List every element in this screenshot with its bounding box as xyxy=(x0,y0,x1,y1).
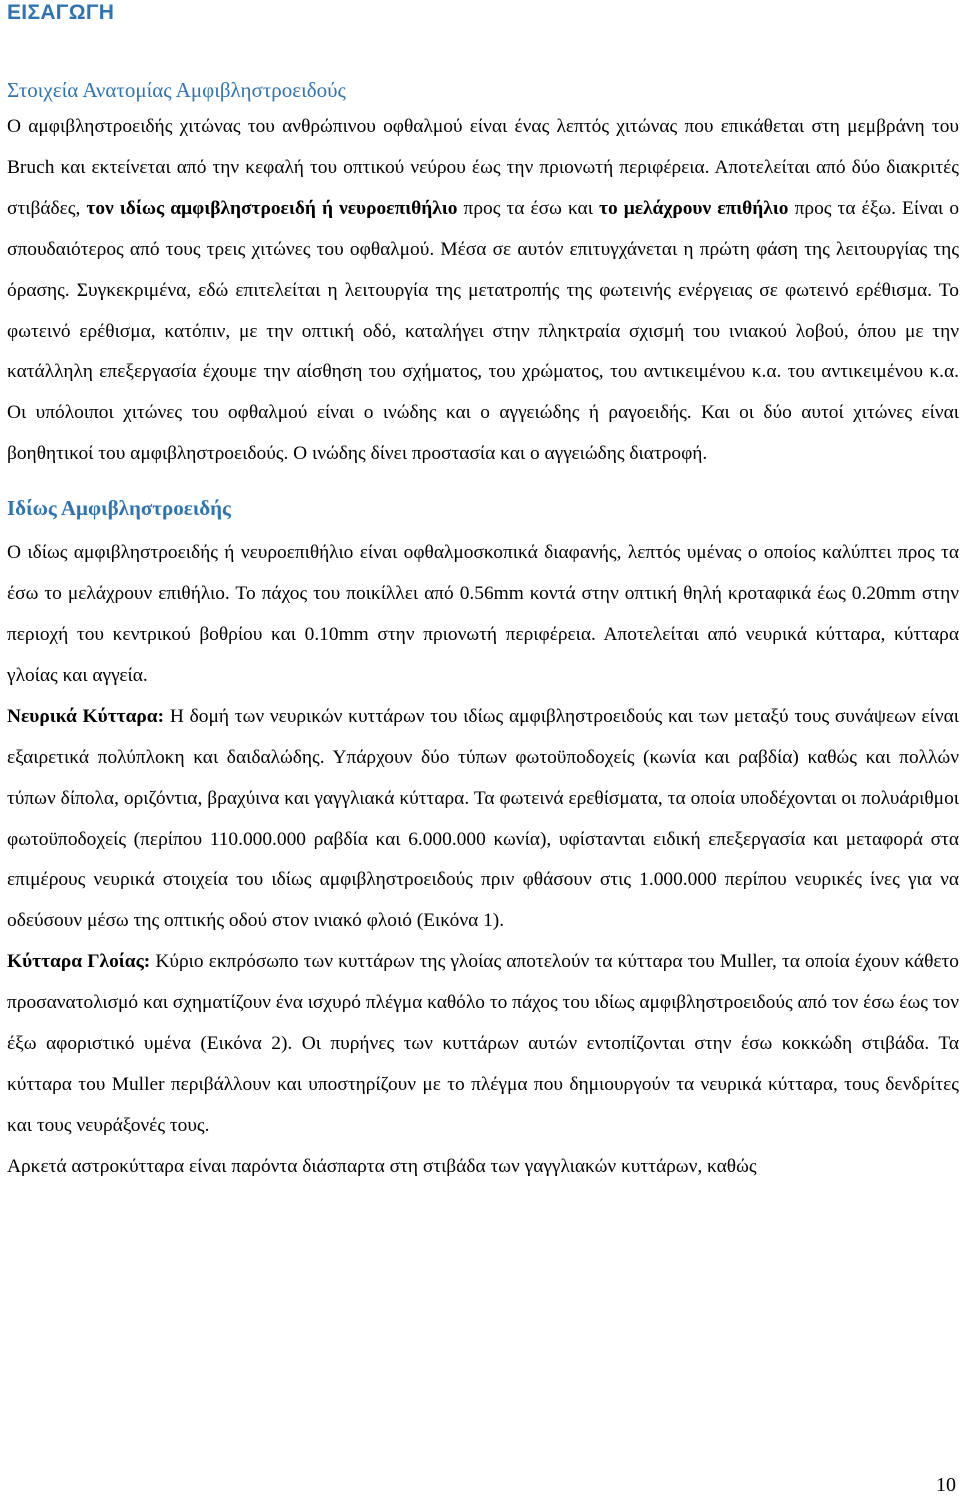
bold-term-pigment-epithelium: το μελάχρουν επιθήλιο xyxy=(599,197,789,219)
section-heading-neural-retina: Ιδίως Αμφιβληστροειδής xyxy=(7,496,231,521)
paragraph-text: Η δομή των νευρικών κυττάρων του ιδίως αμφιβληστροειδούς και των μεταξύ τους συνάψεων είναι εξαιρετικά πολύπλοκη και δαιδαλώδης. Υπάρχουν δύο τύπων φωτοϋποδοχείς (κωνία και ραβδία) καθώς και πολλών τύπων δίπολα, οριζόντια, βραχύινα και γαγγλιακά κύτταρα. Τα φωτεινά ερεθίσματα, τα οποία υποδέχονται οι πολυάριθμοι φωτοϋποδοχείς (περίπου 110.000.000 ραβδία και 6.000.000 κωνία), υφίστανται ειδική επεξεργασία και μεταφορά στα επιμέρους νευρικά στοιχεία του ιδίως αμφιβληστροειδούς πριν φθάσουν στις 1.000.000 περίπου νευρικές ίνες για να οδεύσουν μέσω της οπτικής οδού στον ινιακό φλοιό (Εικόνα 1). xyxy=(7,705,960,932)
paragraph-neural-cells xyxy=(7,697,959,942)
document-title: ΕΙΣΑΓΩΓΗ xyxy=(7,1,115,24)
paragraph-text: προς τα έσω και xyxy=(457,197,600,219)
section-heading-retina-anatomy: Στοιχεία Ανατομίας Αμφιβληστροειδούς xyxy=(7,78,346,102)
paragraph-neural-retina-thickness: Ο ιδίως αμφιβληστροειδής ή νευροεπιθήλιο είναι οφθαλμοσκοπικά διαφανής, λεπτός υμένας ο οποίος καλύπτει προς τα έσω το μελάχρουν επιθήλιο. Το πάχος του ποικίλλει από 0.56mm κοντά στην οπτική θηλή κροταφικά έως 0.20mm στην περιοχή του κεντρικού βοθρίου και 0.10mm στην πριονωτή περιφέρεια. Αποτελείται από νευρικά κύτταρα, κύτταρα γλοίας και αγγεία. xyxy=(7,542,959,686)
paragraph-retina-overview xyxy=(7,107,959,475)
paragraph-glial-cells xyxy=(7,942,959,1147)
paragraph-text: Ο αμφιβληστροειδής χιτώνας του ανθρώπινου οφθαλμού είναι ένας λεπτός χιτώνας που επικάθεται στη μεμβράνη του Bruch και εκτείνεται από την κεφαλή του οπτικού νεύρου έως την πριονωτή περιφέρεια. Αποτελείται από δύο διακριτές στιβάδες, xyxy=(7,116,959,219)
bold-term-neuroepithelium: τον ιδίως αμφιβληστροειδή ή νευροεπιθήλιο xyxy=(86,197,458,219)
label-glial-cells: Κύτταρα Γλοίας: xyxy=(7,951,151,973)
document-body xyxy=(7,73,959,1188)
label-neural-cells: Νευρικά Κύτταρα: xyxy=(7,705,165,727)
paragraph-astrocytes: Αρκετά αστροκύτταρα είναι παρόντα διάσπαρτα στη στιβάδα των γαγγλιακών κυττάρων, καθώς xyxy=(7,1155,757,1177)
page-number: 10 xyxy=(936,1474,956,1496)
paragraph-text: Κύριο εκπρόσωπο των κυττάρων της γλοίας αποτελούν τα κύτταρα του Muller, τα οποία έχουν κάθετο προσανατολισμό και σχηματίζουν ένα ισχυρό πλέγμα καθόλο το πάχος του ιδίως αμφιβληστροειδούς από τον έσω έως τον έξω αφοριστικό υμένα (Εικόνα 2). Οι πυρήνες των κυττάρων αυτών εντοπίζονται στην έσω κοκκώδη στιβάδα. Τα κύτταρα του Muller περιβάλλουν και υποστηρίζουν με το πλέγμα που δημιουργούν τα νευρικά κύτταρα, τους δενδρίτες και τους νευράξονές τους. xyxy=(7,951,959,1136)
paragraph-text: προς τα έξω. Είναι ο σπουδαιότερος από τους τρεις χιτώνες του οφθαλμού. Μέσα σε αυτόν επιτυγχάνεται η πρώτη φάση της λειτουργίας της όρασης. Συγκεκριμένα, εδώ επιτελείται η λειτουργία της μετατροπής της φωτεινής ενέργειας σε φωτεινό ερέθισμα. Το φωτεινό ερέθισμα, κατόπιν, με την οπτική οδό, καταλήγει στην πληκτραία σχισμή του ινιακού λοβού, όπου με την κατάλληλη επεξεργασία έχουμε την αίσθηση του σχήματος, του χρώματος, του αντικειμένου κ.α. του αντικειμένου κ.α. Οι υπόλοιποι χιτώνες του οφθαλμού είναι ο ινώδης και ο αγγειώδης ή ραγοειδής. Και οι δύο αυτοί χιτώνες είναι βοηθητικοί του αμφιβληστροειδούς. Ο ινώδης δίνει προστασία και ο αγγειώδης διατροφή. xyxy=(7,197,960,465)
